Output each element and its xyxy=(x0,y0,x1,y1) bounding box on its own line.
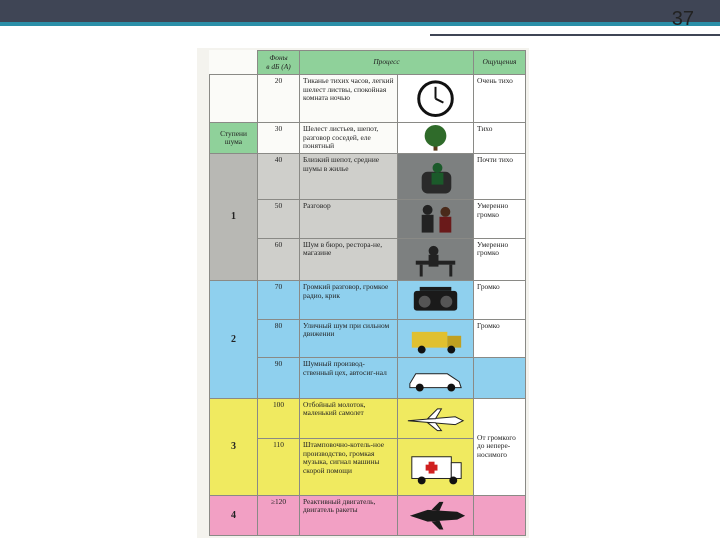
illustration-cell xyxy=(398,281,474,320)
stage-4-cell: 4 xyxy=(210,495,258,535)
process-cell: Шум в бюро, рестора-не, магазине xyxy=(300,238,398,280)
ambulance-icon xyxy=(398,439,473,494)
db-cell: 70 xyxy=(258,281,300,320)
db-cell: 40 xyxy=(258,153,300,199)
page-number: 37 xyxy=(671,8,694,30)
process-cell: Разговор xyxy=(300,200,398,239)
table-row xyxy=(210,319,526,358)
illustration-cell xyxy=(398,153,474,199)
people-talking-icon xyxy=(398,200,473,238)
header-sensation: Ощущения xyxy=(474,51,526,75)
table-row xyxy=(210,281,526,320)
illustration-cell xyxy=(398,238,474,280)
stage-1-cell: 1 xyxy=(210,153,258,280)
process-cell: Реактивный двигатель, двигатель ракеты xyxy=(300,495,398,535)
table-row xyxy=(210,153,526,199)
radio-icon xyxy=(398,281,473,319)
sensation-cell: Умеренно громко xyxy=(474,238,526,280)
sensation-cell xyxy=(474,358,526,398)
illustration-cell xyxy=(398,398,474,438)
sensation-cell xyxy=(474,495,526,535)
header-db: Фоны в dБ (А) xyxy=(258,51,300,75)
db-cell: 100 xyxy=(258,398,300,438)
process-cell: Тиканье тихих часов, легкий шелест листвы, спокойная комната ночью xyxy=(300,75,398,123)
db-cell: 90 xyxy=(258,358,300,398)
illustration-cell xyxy=(398,200,474,239)
process-cell: Уличный шум при сильном движении xyxy=(300,319,398,358)
sensation-cell: Громко xyxy=(474,319,526,358)
illustration-cell xyxy=(398,495,474,535)
illustration-cell xyxy=(398,319,474,358)
sensation-cell: Тихо xyxy=(474,123,526,154)
process-cell: Отбойный молоток, маленький самолет xyxy=(300,398,398,438)
sensation-cell: Умеренно громко xyxy=(474,200,526,239)
db-cell: 20 xyxy=(258,75,300,123)
slide-top-bar xyxy=(0,0,720,22)
tree-icon xyxy=(398,123,473,153)
sensation-cell: Громко xyxy=(474,281,526,320)
process-cell: Громкий разговор, громкое радио, крик xyxy=(300,281,398,320)
car-icon xyxy=(398,358,473,397)
rocket-icon xyxy=(398,496,473,535)
table-row xyxy=(210,238,526,280)
db-cell: 80 xyxy=(258,319,300,358)
table-row xyxy=(210,358,526,398)
illustration-cell xyxy=(398,358,474,398)
sensation-cell: От громкого до непере-носимого xyxy=(474,398,526,495)
process-cell: Шумный производ-ственный цех, автосиг-нал xyxy=(300,358,398,398)
process-cell: Близкий шепот, средние шумы в жилье xyxy=(300,153,398,199)
process-cell: Штамповочно-котель-ное производство, громкая музыка, сигнал машины скорой помощи xyxy=(300,439,398,495)
slide-accent-line-short xyxy=(430,34,720,36)
stage-3-cell: 3 xyxy=(210,398,258,495)
table-row xyxy=(210,75,526,123)
sensation-cell: Очень тихо xyxy=(474,75,526,123)
stage-cell-empty xyxy=(210,75,258,123)
truck-icon xyxy=(398,320,473,358)
process-cell: Шелест листьев, шепот, разговор соседей, еле понятный xyxy=(300,123,398,154)
office-worker-icon xyxy=(398,239,473,280)
illustration-cell xyxy=(398,123,474,154)
db-cell: 50 xyxy=(258,200,300,239)
person-armchair-icon xyxy=(398,154,473,199)
airplane-icon xyxy=(398,399,473,438)
noise-levels-table xyxy=(209,50,526,536)
sensation-cell: Почти тихо xyxy=(474,153,526,199)
db-cell: 60 xyxy=(258,238,300,280)
db-cell: 30 xyxy=(258,123,300,154)
db-cell: ≥120 xyxy=(258,495,300,535)
clock-icon xyxy=(398,75,473,122)
slide-accent-line xyxy=(0,22,720,26)
db-cell: 110 xyxy=(258,439,300,495)
table-row xyxy=(210,123,526,154)
illustration-cell xyxy=(398,439,474,495)
table-row xyxy=(210,398,526,438)
illustration-cell xyxy=(398,75,474,123)
header-process: Процесс xyxy=(300,51,474,75)
table-row xyxy=(210,495,526,535)
stage-2-cell: 2 xyxy=(210,281,258,398)
stage-label-header: Ступени шума xyxy=(210,123,258,154)
table-row xyxy=(210,200,526,239)
header-stages xyxy=(210,51,258,75)
